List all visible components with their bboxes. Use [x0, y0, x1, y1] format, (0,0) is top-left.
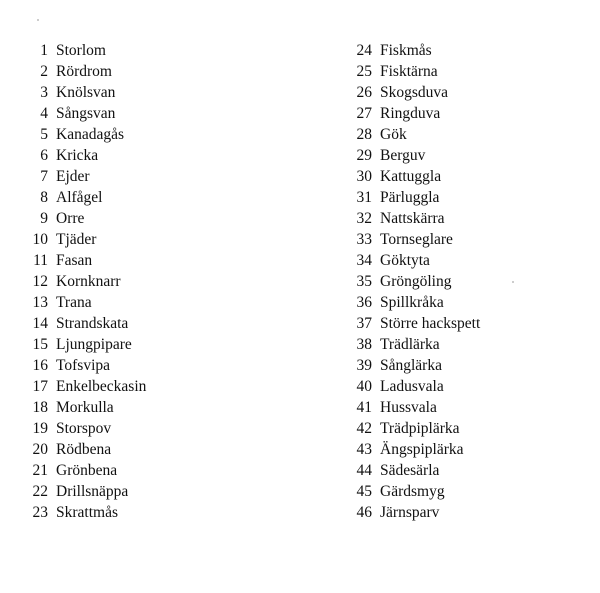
bird-list-item — [336, 229, 596, 250]
bird-name: Berguv — [380, 147, 426, 164]
bird-number: 6 — [40, 147, 48, 164]
bird-number: 31 — [356, 189, 372, 206]
bird-name: Ängspiplärka — [380, 441, 464, 458]
bird-list-item — [336, 40, 596, 61]
bird-list-item — [336, 460, 596, 481]
bird-number: 13 — [32, 294, 48, 311]
bird-name: Kornknarr — [56, 273, 121, 290]
bird-list-item — [336, 187, 596, 208]
bird-name: Trädlärka — [380, 336, 440, 353]
bird-name: Gök — [380, 126, 407, 143]
bird-name: Fiskmås — [380, 42, 432, 59]
bird-number: 40 — [356, 378, 372, 395]
bird-number: 19 — [32, 420, 48, 437]
bird-number: 17 — [32, 378, 48, 395]
bird-list-item — [336, 334, 596, 355]
bird-name: Sånglärka — [380, 357, 442, 374]
bird-number: 25 — [356, 63, 372, 80]
bird-name: Hussvala — [380, 399, 437, 416]
bird-list-item — [14, 376, 274, 397]
bird-number: 43 — [356, 441, 372, 458]
bird-number: 27 — [356, 105, 372, 122]
bird-list-item — [336, 145, 596, 166]
bird-name: Fisktärna — [380, 63, 438, 80]
bird-name: Ladusvala — [380, 378, 444, 395]
bird-list-item — [336, 250, 596, 271]
bird-list-item — [336, 376, 596, 397]
bird-number: 44 — [356, 462, 372, 479]
bird-name: Storlom — [56, 42, 106, 59]
bird-number: 46 — [356, 504, 372, 521]
bird-name: Göktyta — [380, 252, 430, 269]
bird-number: 45 — [356, 483, 372, 500]
bird-number: 4 — [40, 105, 48, 122]
bird-list-item — [14, 439, 274, 460]
scan-speck — [512, 281, 514, 283]
bird-number: 22 — [32, 483, 48, 500]
bird-number: 5 — [40, 126, 48, 143]
bird-list-right-column — [336, 40, 596, 523]
bird-name: Grönbena — [56, 462, 118, 479]
bird-name: Orre — [56, 210, 85, 227]
bird-name: Ejder — [56, 168, 90, 185]
bird-list-item — [14, 250, 274, 271]
bird-list-item — [336, 397, 596, 418]
bird-list-item — [14, 334, 274, 355]
bird-name: Strandskata — [56, 315, 129, 332]
bird-name: Ljungpipare — [56, 336, 132, 353]
bird-number: 10 — [32, 231, 48, 248]
bird-list-item — [336, 355, 596, 376]
bird-number: 2 — [40, 63, 48, 80]
bird-name: Tofsvipa — [56, 357, 111, 374]
bird-name: Rördrom — [56, 63, 112, 80]
bird-list-item — [14, 397, 274, 418]
bird-list-item — [14, 82, 274, 103]
bird-number: 16 — [32, 357, 48, 374]
bird-name: Kricka — [56, 147, 99, 164]
bird-list-item — [14, 166, 274, 187]
bird-name: Skrattmås — [56, 504, 118, 521]
bird-name: Gärdsmyg — [380, 483, 445, 500]
bird-list-item — [336, 313, 596, 334]
bird-number: 32 — [356, 210, 372, 227]
bird-name: Rödbena — [56, 441, 112, 458]
bird-name: Större hackspett — [380, 315, 481, 332]
bird-list-item — [336, 271, 596, 292]
bird-list-item — [336, 166, 596, 187]
bird-name: Kattuggla — [380, 168, 442, 185]
bird-list-item — [336, 481, 596, 502]
bird-list-left-column — [14, 40, 274, 523]
bird-name: Storspov — [56, 420, 112, 437]
bird-list-item — [14, 271, 274, 292]
bird-name: Sädesärla — [380, 462, 440, 479]
bird-number: 29 — [356, 147, 372, 164]
bird-name: Skogsduva — [380, 84, 449, 101]
bird-name: Knölsvan — [56, 84, 116, 101]
bird-list-item — [336, 61, 596, 82]
bird-name: Trädpiplärka — [380, 420, 460, 437]
bird-number: 14 — [32, 315, 48, 332]
bird-number: 7 — [40, 168, 48, 185]
bird-list-item — [336, 418, 596, 439]
bird-number: 42 — [356, 420, 372, 437]
bird-name: Kanadagås — [56, 126, 124, 143]
bird-list-item — [14, 103, 274, 124]
bird-number: 38 — [356, 336, 372, 353]
bird-list-item — [14, 124, 274, 145]
bird-list-item — [14, 187, 274, 208]
bird-number: 23 — [32, 504, 48, 521]
bird-name: Drillsnäppa — [56, 483, 129, 500]
bird-list-item — [336, 208, 596, 229]
bird-number: 18 — [32, 399, 48, 416]
bird-number: 8 — [40, 189, 48, 206]
bird-number: 30 — [356, 168, 372, 185]
bird-number: 35 — [356, 273, 372, 290]
bird-name: Tjäder — [56, 231, 97, 248]
bird-number: 39 — [356, 357, 372, 374]
bird-list-item — [336, 502, 596, 523]
bird-number: 21 — [32, 462, 48, 479]
bird-list-item — [336, 103, 596, 124]
bird-list-item — [336, 82, 596, 103]
bird-list-item — [14, 313, 274, 334]
bird-number: 26 — [356, 84, 372, 101]
bird-number: 11 — [33, 252, 48, 269]
bird-name: Pärluggla — [380, 189, 440, 206]
bird-list-item — [14, 418, 274, 439]
bird-list-item — [14, 460, 274, 481]
bird-name: Morkulla — [56, 399, 114, 416]
bird-name: Järnsparv — [380, 504, 440, 521]
bird-number: 33 — [356, 231, 372, 248]
bird-number: 20 — [32, 441, 48, 458]
bird-list-item — [14, 229, 274, 250]
bird-list-item — [14, 208, 274, 229]
bird-number: 36 — [356, 294, 372, 311]
bird-number: 34 — [356, 252, 372, 269]
bird-list-item — [336, 292, 596, 313]
bird-name: Trana — [56, 294, 92, 311]
bird-number: 9 — [40, 210, 48, 227]
bird-number: 24 — [356, 42, 372, 59]
bird-number: 3 — [40, 84, 48, 101]
bird-list-item — [336, 439, 596, 460]
bird-list-item — [14, 481, 274, 502]
bird-name: Gröngöling — [380, 273, 452, 290]
bird-number: 37 — [356, 315, 372, 332]
bird-name: Nattskärra — [380, 210, 445, 227]
bird-name: Sångsvan — [56, 105, 116, 122]
bird-name: Enkelbeckasin — [56, 378, 147, 395]
bird-name: Spillkråka — [380, 294, 444, 311]
bird-list-item — [14, 61, 274, 82]
bird-number: 1 — [40, 42, 48, 59]
bird-number: 15 — [32, 336, 48, 353]
bird-list-item — [14, 355, 274, 376]
bird-number: 28 — [356, 126, 372, 143]
bird-name: Fasan — [56, 252, 93, 269]
bird-list-item — [14, 502, 274, 523]
bird-name: Tornseglare — [380, 231, 453, 248]
bird-list-item — [336, 124, 596, 145]
bird-list-item — [14, 145, 274, 166]
bird-name: Alfågel — [56, 189, 103, 206]
bird-name: Ringduva — [380, 105, 441, 122]
bird-number: 12 — [32, 273, 48, 290]
bird-list-item — [14, 292, 274, 313]
scan-speck — [37, 19, 39, 21]
bird-list-item — [14, 40, 274, 61]
bird-number: 41 — [356, 399, 372, 416]
